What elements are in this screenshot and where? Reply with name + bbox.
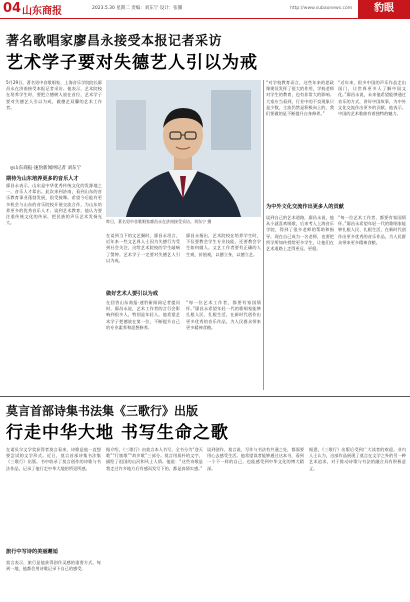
interview-photo — [106, 80, 261, 217]
portrait-illustration — [106, 80, 261, 217]
column-divider — [263, 80, 264, 390]
article2-body5: 莫言表示，旅行是他获得创作灵感的重要方式。每到一地，他都会用诗歌记录下自己的感受。 — [6, 560, 101, 572]
article2-body2: 据介绍，《三歌行》由莫言本人书写，全书分为“登天歌”“行旅歌”“故乡歌”三部分。莫言用质朴的文字，描绘了祖国的山河和风土人情。他说：“这些诗歌是我走过许多地方后有感而发写下的，都是真情实感。” — [106, 447, 203, 471]
article1-right-col1: “对学校教育而言，这些年来的思政课建设发挥了很大的作用，学校老师对学生的教育，也有非常大的影响。大家应当看到，行业中的不良现象只是少数，主流仍然是积极向上的，我们要做的是不断提升自身修养。” — [266, 80, 334, 117]
article2-subhead: 旅行中写诗的美丽邂逅 — [6, 549, 58, 555]
article2-headline: 行走中华大地 书写生命之歌 — [6, 423, 229, 443]
section-badge: 豹眼 — [358, 0, 410, 18]
page-header — [0, 0, 410, 19]
article1-body3: 在回答山东商报·速豹新闻网记者提问时，廖昌永说，艺术工作者的言行会影响到很多人，特别是年轻人。他希望艺术学子把德放在第一位，不断提升自己的专业素养和思想修养。 — [106, 300, 180, 330]
article1-body1: 廖昌永表示，山东是中华优秀传统文化的发源地之一，音乐人才辈出。此次来到济南，看到山东的音乐教育事业蓬勃发展，很受鼓舞。希望今后能有更多机会与山东的音乐院校开展交流合作，为山东培养更多的优秀音乐人才。谈到艺术教育，他认为要注重传统文化的传承，把民族的声乐艺术发扬光大。 — [6, 183, 102, 226]
article1-body2b: 廖昌永指出，艺术院校在培养学生时，不仅要教会学生专业技能，还要教会学生如何做人。文艺工作者要有正确的人生观、价值观，以德立身，以德立艺。 — [186, 233, 261, 257]
photo-caption: 昨日，著名男中音歌唱家廖昌永在济南接受采访。刘东宁 摄 — [106, 219, 212, 224]
issue-meta: 2023.5.30 星期二 责编：刘东宁 设计：张馨 — [92, 6, 183, 11]
article1-right-subhead: 为中外文化交流作出更多人的贡献 — [266, 204, 344, 210]
article1-body2: 在谈到当下的文艺圈时，廖昌永坦言，近年来一些文艺界人士因为失德行为受到社会关注，这给艺术院校的学生敲响了警钟。艺术学子一定要对失德艺人引以为戒。 — [106, 233, 180, 263]
article1-headline: 艺术学子要对失德艺人引以为戒 — [6, 53, 258, 73]
article2-kicker: 莫言首部诗集书法集《三歌行》出版 — [6, 404, 199, 418]
article1-kicker: 著名歌唱家廖昌永接受本报记者采访 — [6, 34, 223, 49]
section-divider — [0, 396, 410, 397]
page-number: 04 — [3, 1, 22, 16]
article1-right-col4: “每一位艺术工作者，都要有家国情怀。”廖昌永希望年轻一代的歌唱家能够扎根人民、扎根生活，在新时代创作出更多优秀的音乐作品，为人民群众带来更多精神食粮。 — [338, 215, 406, 245]
article1-body3b: “每一位艺术工作者，都要有家国情怀。”廖昌永希望年轻一代的歌唱家能够扎根人民、扎根生活，在新时代创作出更多优秀的音乐作品，为人民群众带来更多精神食粮。 — [186, 300, 261, 330]
article1-byline: ◎山东商报·速豹新闻网记者 刘东宁 — [10, 166, 82, 171]
article1-intro: 5月29日，著名男中音歌唱家、上海音乐学院院长廖昌永在济南接受本报记者采访。他表示，艺术院校在培养学生时，要把立德树人放在首位，艺术学子要对失德艺人引以为戒，做德艺双馨的艺术工作者。 — [6, 80, 102, 110]
paper-name: 山东商报 — [22, 6, 62, 17]
article1-right-col3: 谈到自己的艺术道路，廖昌永说，他从小就喜欢唱歌，后来考入上海音乐学院，得到了很多老师的帮助和指导。现在自己成为一名老师，也要把所学所知传授给更多学生，让他们在艺术道路上走得更远、更稳。 — [266, 215, 334, 252]
article1-right-col2: “近年来，很多中国的声乐作品走出国门，让世界更多人了解中国文化。”廖昌永说，未来他希望能够通过音乐的方式，讲好中国故事，为中外文化交流作出更多的贡献。他表示，中国的艺术歌曲有着独特的魅力。 — [338, 80, 406, 117]
article2-body4: 据悉，《三歌行》出版后受到广大读者的欢迎。业内人士认为，这部作品展现了莫言在文学之外的另一种艺术追求，对于推动诗歌与书法的融合具有积极意义。 — [309, 447, 406, 471]
article2-body3: 谈到创作，莫言说，写作与书法有共通之处，都需要用心去感受生活。他希望读者能够通过这本书，看到一个不一样的自己，也能感受到中华文化的博大精深。 — [207, 447, 304, 471]
article1-subhead1: 期待为山东培养更多的音乐人才 — [6, 176, 79, 182]
article1-subhead2: 做好艺术人要引以为戒 — [106, 291, 158, 297]
article2-body1: 在诺贝尔文学奖获得者莫言看来，诗歌是他一直想要尝试的文学形式。近日，莫言首部诗集书法集《三歌行》出版。书中收录了莫言创作的诗歌与书法作品，记录了他行走中华大地的所见所感。 — [6, 447, 101, 471]
site-url[interactable]: http://www.subaonews.com — [290, 6, 353, 11]
